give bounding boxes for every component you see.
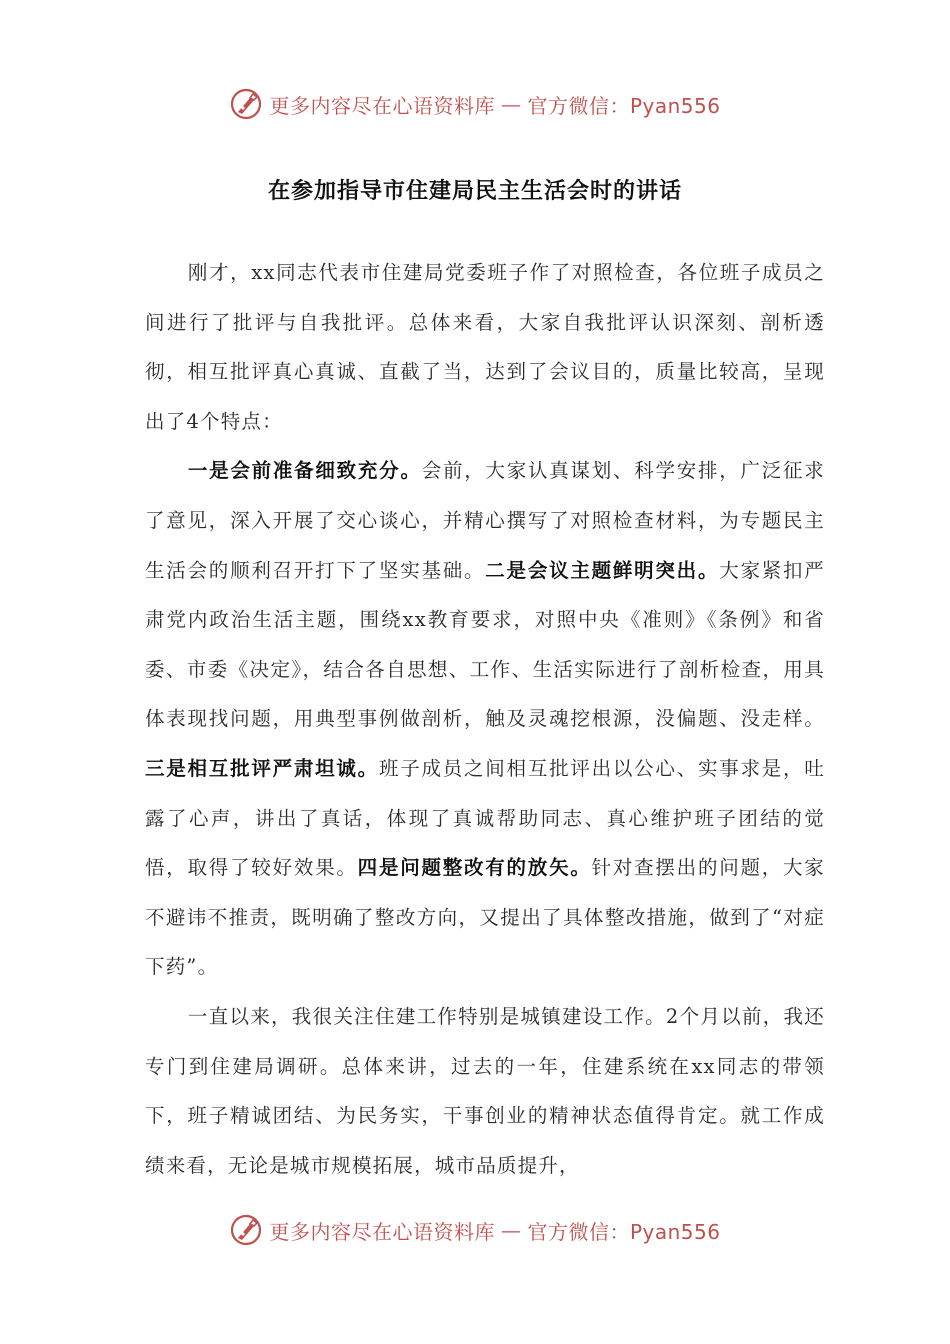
paragraph-text: 针对查摆出的问题，大家不避讳不推责，既明确了整改方向，又提出了具体整改措施，做到了“对症下药”。: [145, 856, 825, 979]
watermark-wechat-text: 官方微信：Pyan556: [527, 93, 721, 118]
paragraph-bold-lead: 四是问题整改有的放矢。: [357, 856, 592, 880]
document-body: [145, 248, 825, 1190]
paragraph-bold-lead: 一是会前准备细致充分。: [187, 459, 422, 483]
paragraph-text: 班子成员之间相互批评出以公心、实事求是，吐露了心声，讲出了真话，体现了真诚帮助同志、真心维护班子团结的觉悟，取得了较好效果。: [145, 756, 826, 880]
paragraph-text: 一直以来，我很关注住建工作特别是城镇建设工作。2个月以前，我还专门到住建局调研。总体来讲，过去的一年，住建系统在xx同志的带领下，班子精诚团结、为民务实，干事创业的精神状态值得肯定。就工作成绩来看，无论是城市规模拓展，城市品质提升，: [145, 1004, 825, 1177]
paragraph-text: 刚才，xx同志代表市住建局党委班子作了对照检查，各位班子成员之间进行了批评与自我批评。总体来看，大家自我批评认识深刻、剖析透彻，相互批评真心真诚、直截了当，达到了会议目的，质量比较高，呈现出了4个特点：: [145, 261, 825, 433]
paragraph-text: 大家紧扣严肃党内政治生活主题，围绕xx教育要求，对照中央《准则》《条例》和省委、市委《决定》，结合各自思想、工作、生活实际进行了剖析检查，用具体表现找问题，用典型事例做剖析，触及灵魂挖根源，没偏题、没走样。: [145, 558, 825, 731]
paragraph-bold-lead: 二是会议主题鲜明突出。: [485, 558, 720, 582]
watermark-wechat-text: 官方微信：Pyan556: [527, 1219, 721, 1244]
watermark-main-text: 更多内容尽在心语资料库: [269, 1219, 495, 1244]
watermark-dash: —: [500, 92, 522, 116]
header-watermark: [0, 84, 950, 124]
paragraph-text: 会前，大家认真谋划、科学安排，广泛征求了意见，深入开展了交心谈心，并精心撰写了对照检查材料，为专题民主生活会的顺利召开打下了坚实基础。: [145, 459, 825, 582]
body-paragraph: [145, 248, 825, 446]
watermark-main-text: 更多内容尽在心语资料库: [269, 93, 495, 118]
pen-nib-logo-icon: [229, 1213, 263, 1247]
footer-watermark: [0, 1210, 950, 1250]
body-paragraph: [145, 992, 825, 1190]
paragraph-bold-lead: 三是相互批评严肃坦诚。: [145, 756, 379, 780]
document-title: 在参加指导市住建局民主生活会时的讲话: [267, 178, 682, 204]
pen-nib-logo-icon: [229, 87, 263, 121]
body-paragraph: [145, 446, 825, 992]
watermark-dash: —: [500, 1218, 522, 1242]
